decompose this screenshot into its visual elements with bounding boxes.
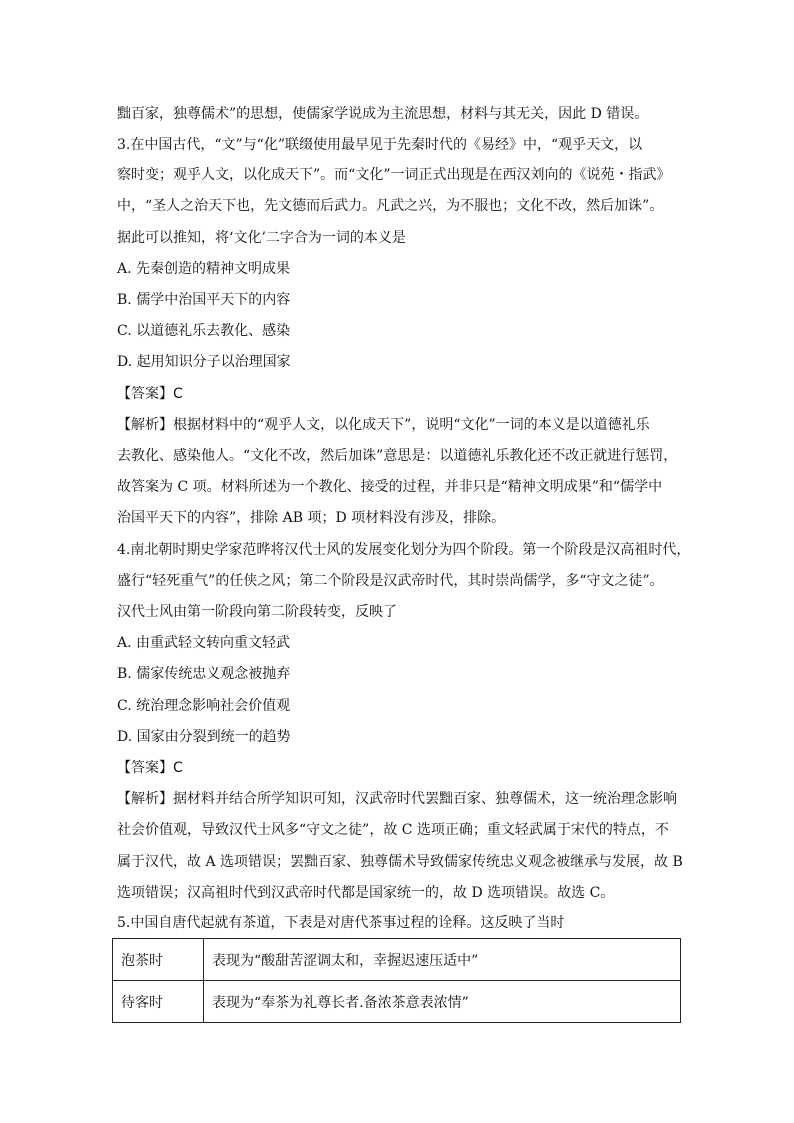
text-line: 去教化、感染他人。“文化不改，然后加诛”意思是：以道德礼乐教化还不改正就进行惩罚， [117,448,678,464]
option-b: B. 儒学中治国平天下的内容 [117,292,291,308]
option-a: A. 由重武轻文转向重文轻武 [117,635,291,651]
option-c: C. 以道德礼乐去教化、感染 [117,323,291,339]
question-4-stem: 4.南北朝时期史学家范晔将汉代士风的发展变化划分为四个阶段。第一个阶段是汉高祖时代， [117,542,691,558]
text-line: 故答案为 C 项。材料所述为一个教化、接受的过程，并非只是“精神文明成果”和“儒学中 [117,479,663,495]
table-cell-value: 表现为“奉茶为礼尊长者.备浓茶意表浓情” [204,981,681,1023]
answer-label: 【答案】C [117,760,183,776]
question-3-stem: 3.在中国古代，“文”与“化”联缀使用最早见于先秦时代的《易经》中，“观乎天文，以 [117,137,643,153]
option-b: B. 儒家传统忠义观念被抛弃 [117,666,291,682]
text-line: 据此可以推知，将‘文化’二字合为一词的本义是 [117,230,406,246]
table-cell-key: 泡茶时 [113,939,204,981]
option-c: C. 统治理念影响社会价值观 [117,698,291,714]
text-line: 黜百家，独尊儒术”的思想，使儒家学说成为主流思想，材料与其无关，因此 D 错误。 [117,106,649,122]
text-line: 治国平天下的内容”，排除 AB 项；D 项材料没有涉及，排除。 [117,510,506,526]
text-line: 属于汉代，故 A 选项错误；罢黜百家、独尊儒术导致儒家传统忠义观念被继承与发展，故 B [117,854,683,870]
option-a: A. 先秦创造的精神文明成果 [117,261,291,277]
analysis-line: 【解析】据材料并结合所学知识可知，汉武帝时代罢黜百家、独尊儒术，这一统治理念影响 [117,791,677,807]
table-row [113,939,681,981]
answer-label: 【答案】C [117,386,183,402]
text-line: 盛行“轻死重气”的任侠之风；第二个阶段是汉武帝时代，其时崇尚儒学，多“守文之徒”。 [117,573,664,589]
analysis-line: 【解析】根据材料中的“观乎人文，以化成天下”，说明“文化”一词的本义是以道德礼乐 [117,417,650,433]
table-cell-key: 待客时 [113,981,204,1023]
text-line: 汉代士风由第一阶段向第二阶段转变，反映了 [117,604,397,620]
option-d: D. 起用知识分子以治理国家 [117,354,291,370]
tea-process-table [112,938,681,1023]
text-line: 察时变；观乎人文，以化成天下”。而“文化”一词正式出现是在西汉刘向的《说苑・指武》 [117,167,671,183]
table-row [113,981,681,1023]
question-5-stem: 5.中国自唐代起就有茶道，下表是对唐代茶事过程的诠释。这反映了当时 [117,915,565,931]
option-d: D. 国家由分裂到统一的趋势 [117,729,291,745]
text-line: 中，“圣人之治天下也，先文德而后武力。凡武之兴，为不服也；文化不改，然后加诛”。 [117,198,664,214]
text-line: 选项错误；汉高祖时代到汉武帝时代都是国家统一的，故 D 选项错误。故选 C。 [117,885,615,901]
table-cell-value: 表现为“酸甜苦涩调太和，幸握迟速压适中” [204,939,681,981]
text-line: 社会价值观，导致汉代士风多“守文之徒”，故 C 选项正确；重文轻武属于宋代的特点，不 [117,822,669,838]
